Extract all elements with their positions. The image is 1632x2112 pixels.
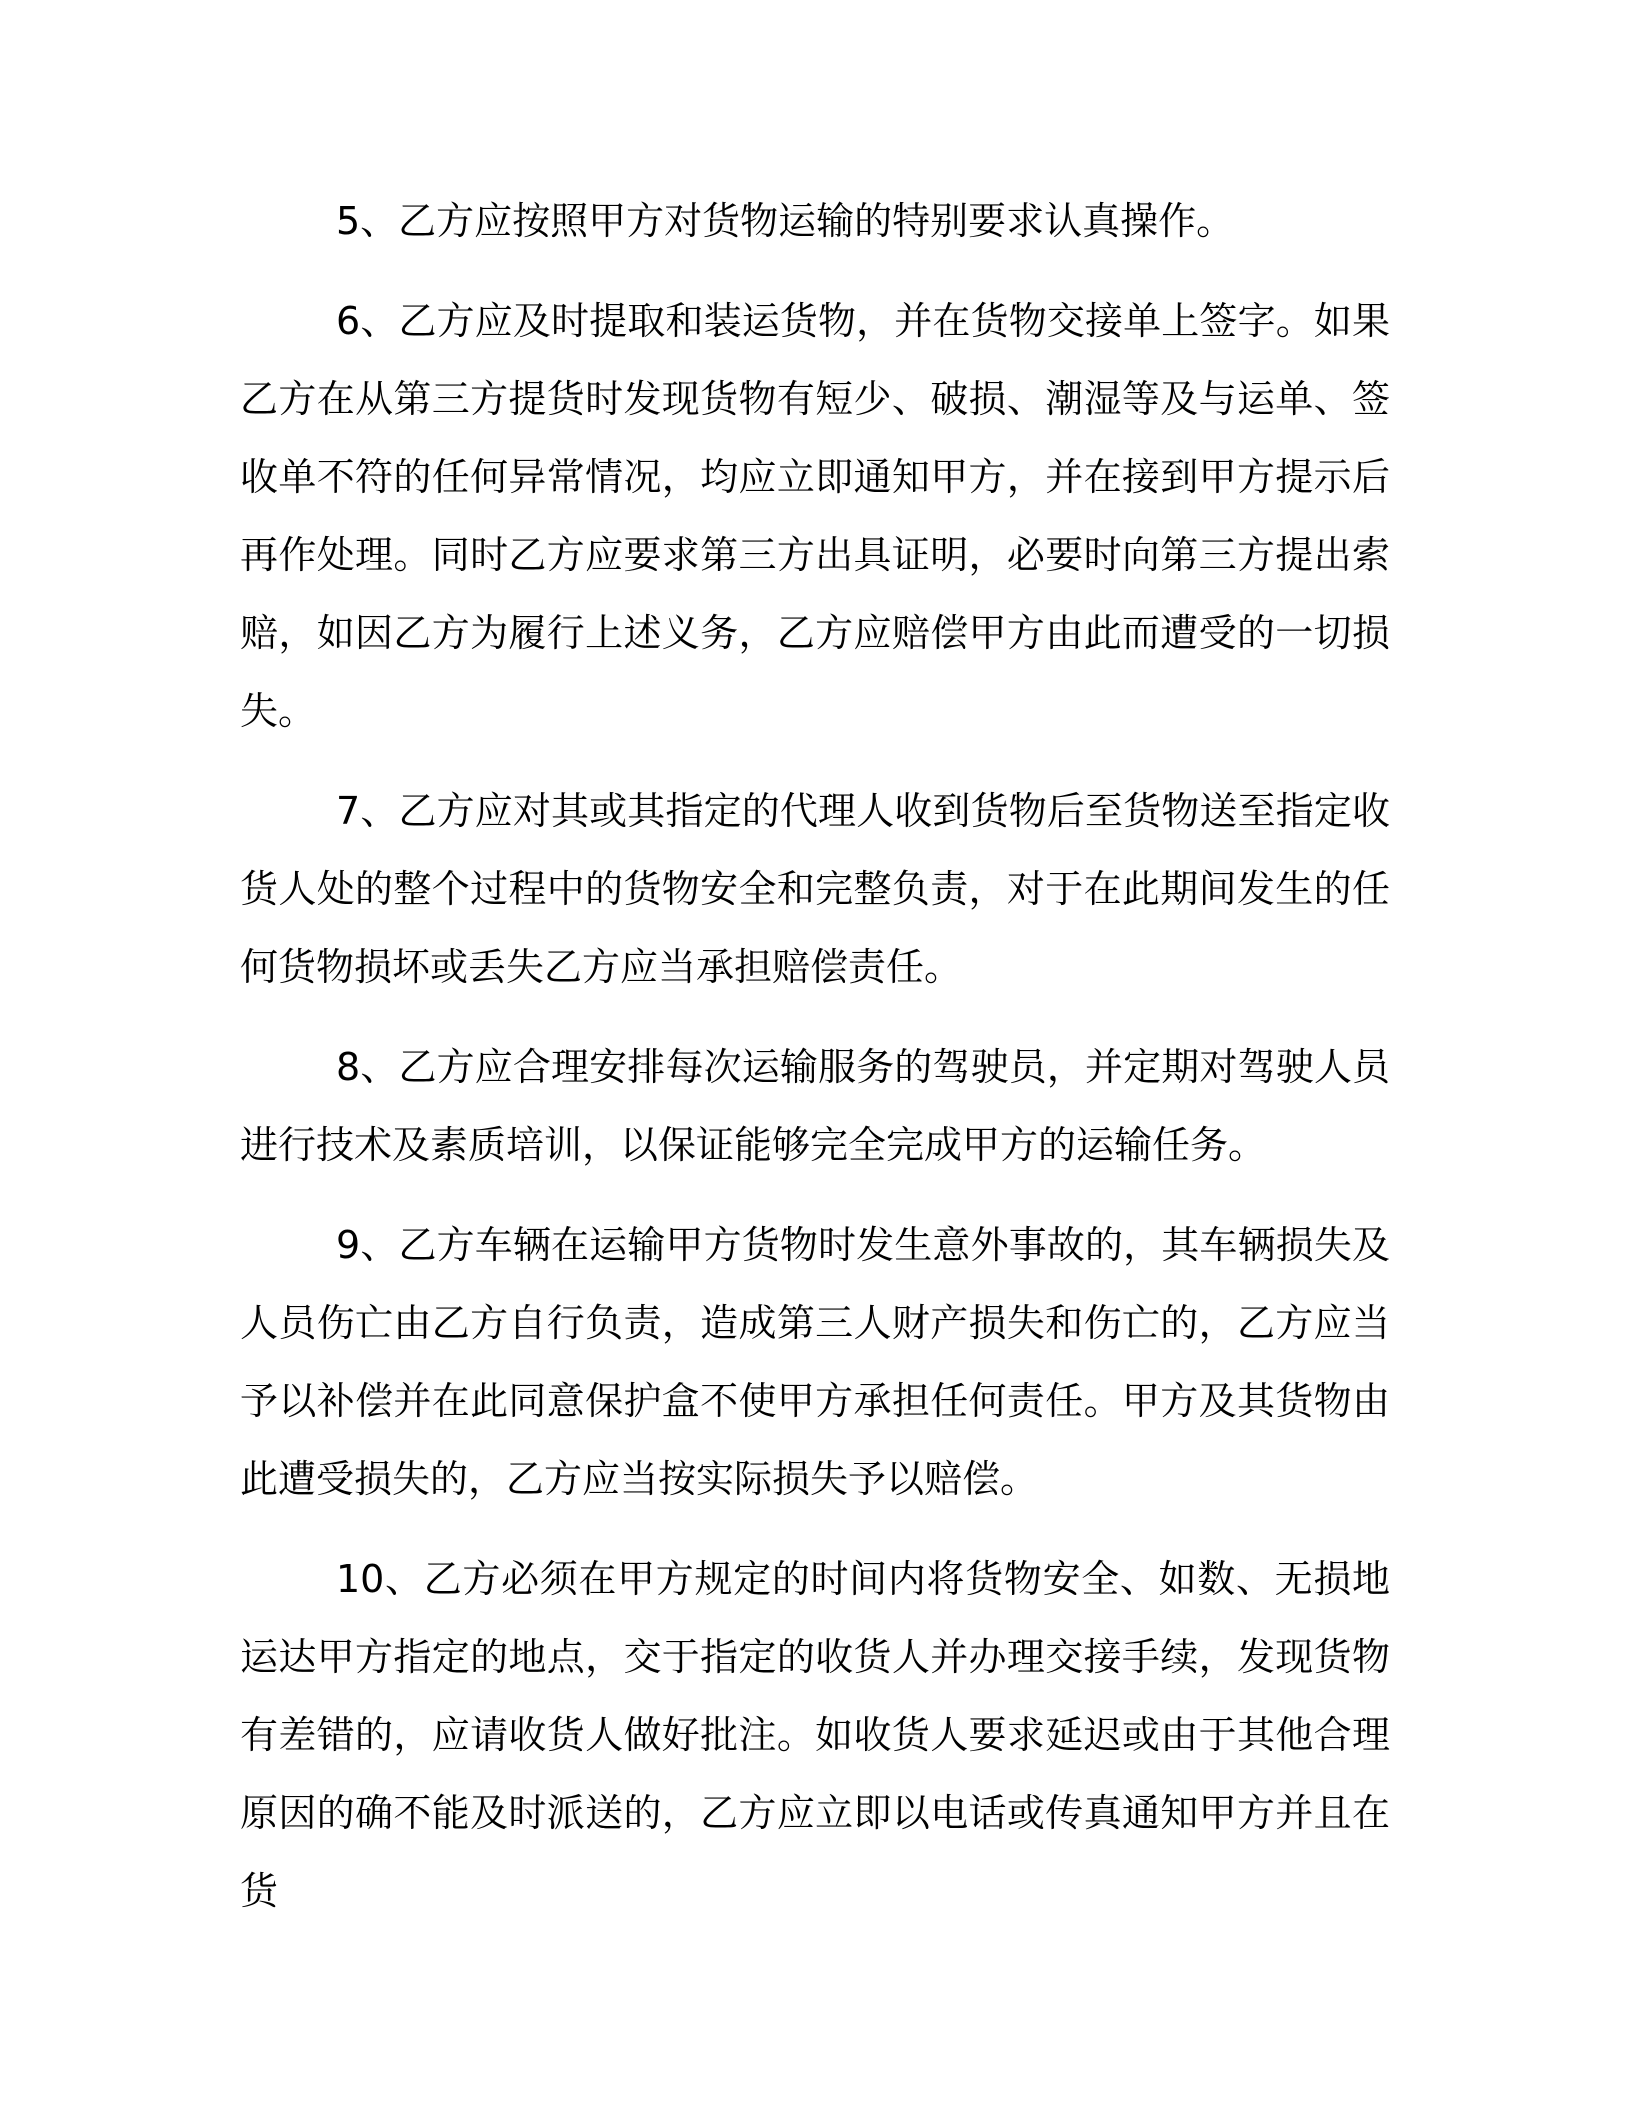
clause-7: 7、乙方应对其或其指定的代理人收到货物后至货物送至指定收货人处的整个过程中的货物安全和完整负责，对于在此期间发生的任何货物损坏或丢失乙方应当承担赔偿责任。 xyxy=(240,789,1390,989)
clause-6: 6、乙方应及时提取和装运货物，并在货物交接单上签字。如果乙方在从第三方提货时发现货物有短少、破损、潮湿等及与运单、签收单不符的任何异常情况，均应立即通知甲方，并在接到甲方提示后再作处理。同时乙方应要求第三方出具证明，必要时向第三方提出索赔，如因乙方为履行上述义务，乙方应赔偿甲方由此而遭受的一切损失。 xyxy=(240,299,1390,733)
clause-5: 5、乙方应按照甲方对货物运输的特别要求认真操作。 xyxy=(336,199,1235,243)
clause-10: 10、乙方必须在甲方规定的时间内将货物安全、如数、无损地运达甲方指定的地点，交于指定的收货人并办理交接手续，发现货物有差错的，应请收货人做好批注。如收货人要求延迟或由于其他合理原因的确不能及时派送的，乙方应立即以电话或传真通知甲方并且在货 xyxy=(240,1557,1390,1913)
clause-9: 9、乙方车辆在运输甲方货物时发生意外事故的，其车辆损失及人员伤亡由乙方自行负责，造成第三人财产损失和伤亡的，乙方应当予以补偿并在此同意保护盒不使甲方承担任何责任。甲方及其货物由此遭受损失的，乙方应当按实际损失予以赔偿。 xyxy=(240,1223,1390,1501)
document-body xyxy=(240,182,1390,1952)
clause-8: 8、乙方应合理安排每次运输服务的驾驶员，并定期对驾驶人员进行技术及素质培训，以保证能够完全完成甲方的运输任务。 xyxy=(240,1045,1390,1167)
